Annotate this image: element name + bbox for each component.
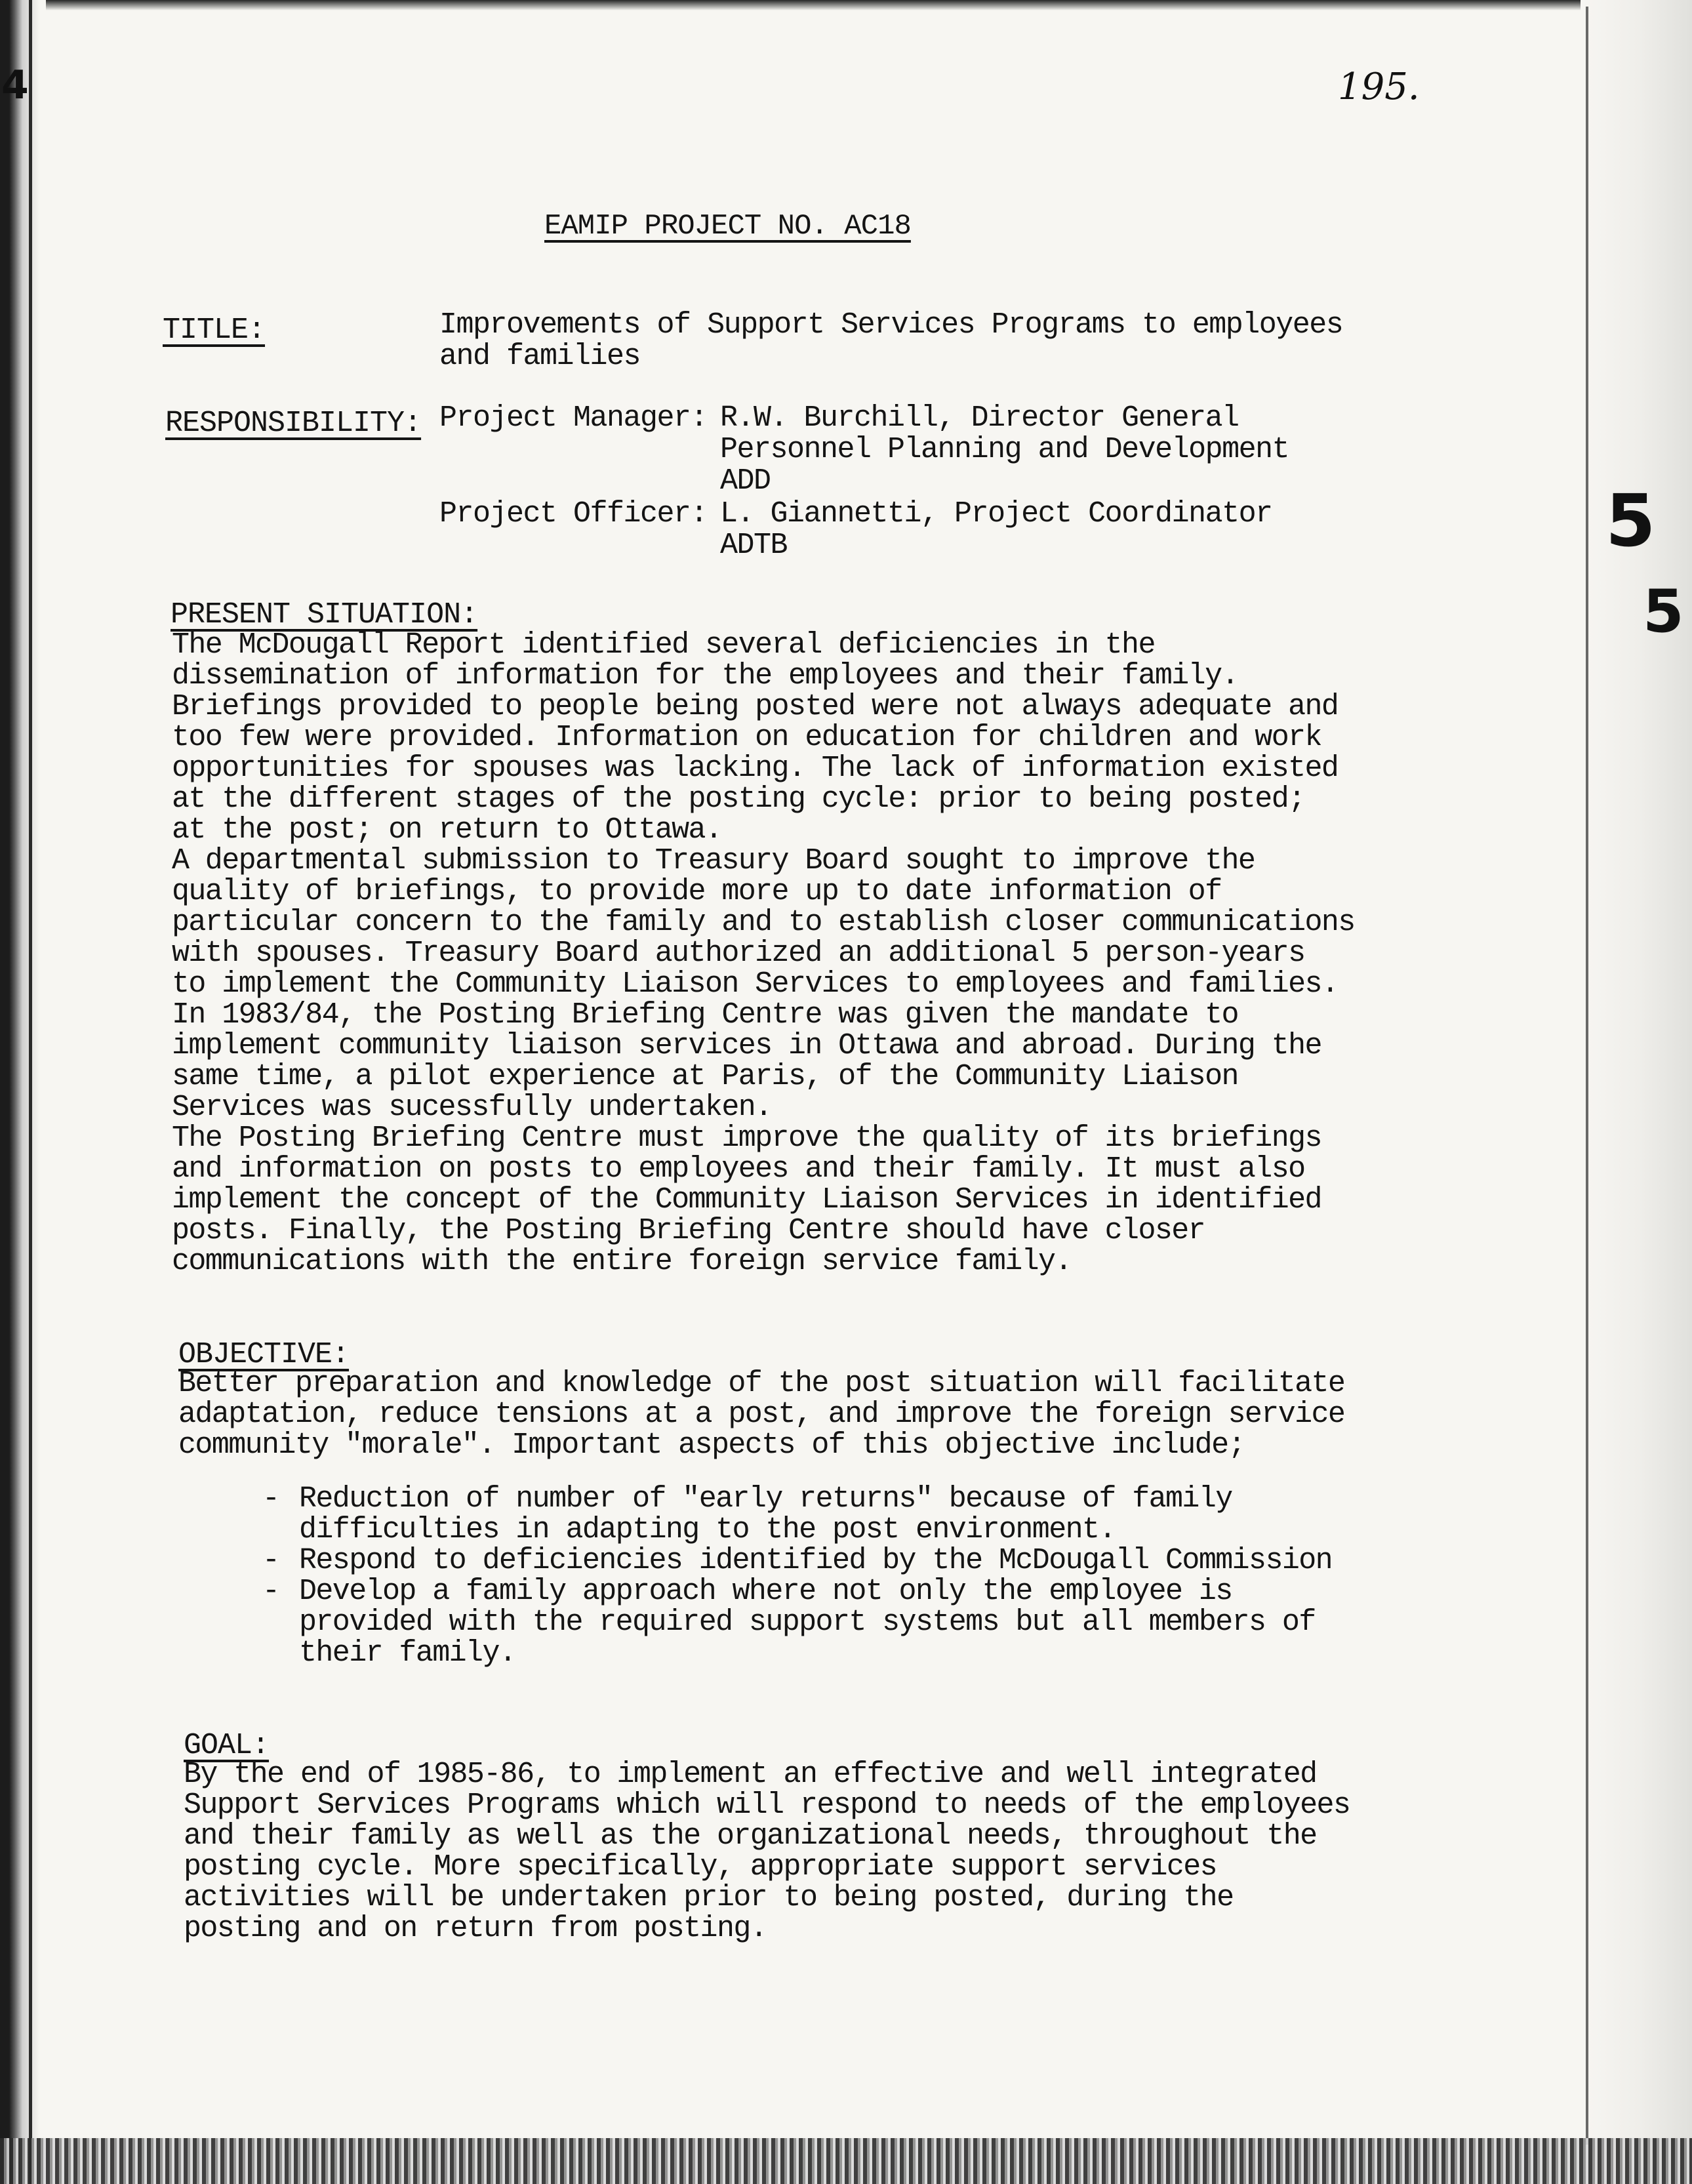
title-line-1: Improvements of Support Services Programs to employees bbox=[439, 308, 1343, 342]
text-line: By the end of 1985-86, to implement an effective and well integrated bbox=[184, 1758, 1317, 1791]
text-line: at the different stages of the posting cycle: prior to being posted; bbox=[172, 782, 1305, 816]
objective-text bbox=[178, 1368, 1346, 1461]
project-manager-line-3: ADD bbox=[720, 464, 771, 498]
scan-margin-line bbox=[1586, 7, 1588, 2145]
project-officer-role: Project Officer: bbox=[439, 497, 708, 531]
text-line: Support Services Programs which will respond to needs of the employees bbox=[184, 1789, 1350, 1822]
goal-text bbox=[184, 1759, 1351, 1944]
text-line: at the post; on return to Ottawa. bbox=[172, 813, 722, 847]
text-line: Briefings provided to people being posted were not always adequate and bbox=[172, 690, 1339, 723]
bullet-line: their family. bbox=[299, 1636, 516, 1670]
bullet-line: Develop a family approach where not only the employee is bbox=[299, 1575, 1232, 1608]
bullet-line: provided with the required support systems but all members of bbox=[299, 1606, 1316, 1639]
project-manager-line-1: R.W. Burchill, Director General bbox=[720, 401, 1239, 435]
text-line: communications with the entire foreign service family. bbox=[172, 1245, 1072, 1278]
text-line: opportunities for spouses was lacking. The lack of information existed bbox=[172, 752, 1339, 785]
project-officer-line-2: ADTB bbox=[720, 529, 788, 562]
text-line: with spouses. Treasury Board authorized an additional 5 person-years bbox=[172, 937, 1305, 970]
text-line: same time, a pilot experience at Paris, of the Community Liaison bbox=[172, 1060, 1238, 1093]
text-line: community "morale". Important aspects of this objective include; bbox=[178, 1428, 1245, 1462]
text-line: and their family as well as the organizational needs, throughout the bbox=[184, 1819, 1317, 1853]
title-label: TITLE: bbox=[163, 313, 266, 347]
scan-edge-left bbox=[0, 0, 46, 2184]
text-line: quality of briefings, to provide more up to date information of bbox=[172, 875, 1222, 908]
left-margin-mark: 4 bbox=[1, 62, 29, 108]
text-line: to implement the Community Liaison Services to employees and families. bbox=[172, 967, 1339, 1001]
responsibility-label: RESPONSIBILITY: bbox=[165, 407, 422, 440]
list-item bbox=[262, 1484, 1312, 1545]
text-line: dissemination of information for the employees and their family. bbox=[172, 659, 1238, 693]
objective-bullet-list bbox=[262, 1482, 1333, 1670]
scan-edge-bottom bbox=[0, 2138, 1692, 2184]
right-margin-mark-lower: 5 bbox=[1643, 577, 1684, 646]
list-item bbox=[262, 1575, 1316, 1670]
text-line: The Posting Briefing Centre must improve the quality of its briefings bbox=[172, 1122, 1321, 1155]
text-line: too few were provided. Information on education for children and work bbox=[172, 721, 1321, 754]
scan-edge-top bbox=[0, 0, 1692, 10]
project-officer-line-1: L. Giannetti, Project Coordinator bbox=[720, 497, 1272, 531]
text-line: The McDougall Report identified several deficiencies in the bbox=[172, 628, 1155, 662]
bullet-dash: - bbox=[262, 1544, 279, 1577]
text-line: posts. Finally, the Posting Briefing Centre should have closer bbox=[172, 1214, 1205, 1247]
text-line: Better preparation and knowledge of the post situation will facilitate bbox=[178, 1367, 1345, 1400]
text-line: A departmental submission to Treasury Board sought to improve the bbox=[172, 844, 1255, 878]
title-line-2: and families bbox=[439, 340, 641, 373]
text-line: posting cycle. More specifically, appropriate support services bbox=[184, 1850, 1217, 1884]
goal-heading: GOAL: bbox=[184, 1729, 270, 1762]
text-line: particular concern to the family and to establish closer communications bbox=[172, 906, 1355, 939]
present-situation-text bbox=[172, 628, 1355, 1278]
text-line: implement community liaison services in Ottawa and abroad. During the bbox=[172, 1029, 1321, 1062]
bullet-line: Reduction of number of "early returns" because of family bbox=[299, 1482, 1232, 1516]
text-line: activities will be undertaken prior to being posted, during the bbox=[184, 1881, 1234, 1914]
text-line: posting and on return from posting. bbox=[184, 1912, 767, 1945]
bullet-dash: - bbox=[262, 1482, 279, 1516]
bullet-line: Respond to deficiencies identified by the McDougall Commission bbox=[299, 1544, 1333, 1577]
page-number: 195. bbox=[1338, 66, 1420, 108]
bullet-line: difficulties in adapting to the post environment. bbox=[299, 1513, 1116, 1547]
text-line: Services was sucessfully undertaken. bbox=[172, 1091, 772, 1124]
text-line: implement the concept of the Community Liaison Services in identified bbox=[172, 1183, 1321, 1217]
text-line: and information on posts to employees and their family. It must also bbox=[172, 1152, 1305, 1186]
project-manager-role: Project Manager: bbox=[439, 401, 708, 435]
scan-binding-line bbox=[29, 0, 32, 2184]
present-situation-heading: PRESENT SITUATION: bbox=[171, 598, 478, 632]
objective-heading: OBJECTIVE: bbox=[178, 1338, 350, 1371]
text-line: adaptation, reduce tensions at a post, and improve the foreign service bbox=[178, 1398, 1345, 1431]
right-margin-mark-upper: 5 bbox=[1605, 479, 1656, 563]
text-line: In 1983/84, the Posting Briefing Centre was given the mandate to bbox=[172, 998, 1238, 1032]
bullet-dash: - bbox=[262, 1575, 279, 1608]
scan-edge-right bbox=[1581, 0, 1692, 2184]
document-title: EAMIP PROJECT NO. AC18 bbox=[544, 210, 911, 243]
list-item bbox=[262, 1544, 1333, 1577]
project-manager-line-2: Personnel Planning and Development bbox=[720, 433, 1289, 466]
